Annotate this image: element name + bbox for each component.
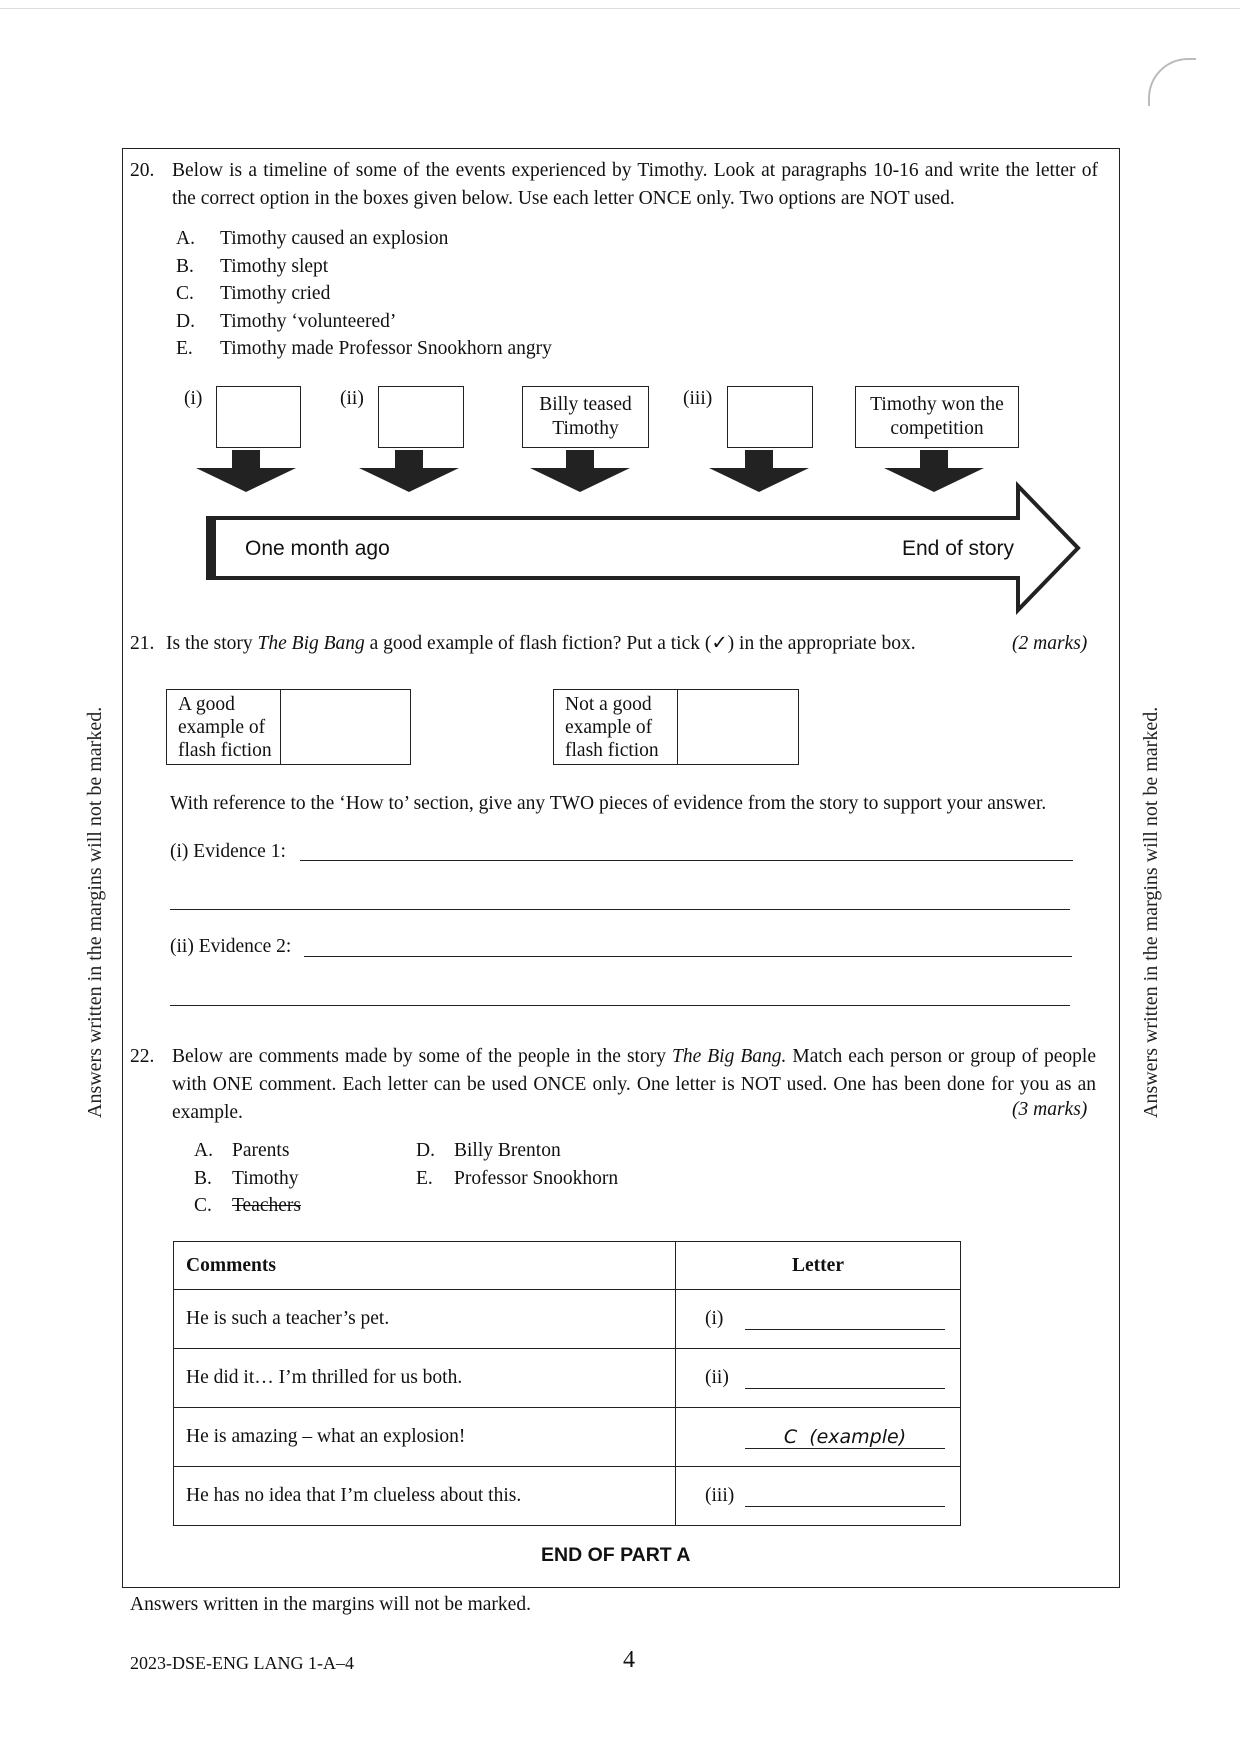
q21-question: Is the story The Big Bang a good example of flash fiction? Put a tick (✓) in the appropriate box. [166, 633, 916, 654]
evidence-1-line[interactable] [300, 860, 1073, 861]
q21-number: 21. [130, 633, 155, 654]
down-arrows [196, 450, 984, 492]
slot-label-i: (i) [184, 388, 203, 409]
option-item: C. Teachers [194, 1195, 302, 1216]
row-label: (i) [705, 1308, 724, 1329]
comments-table [173, 1241, 961, 1526]
event-billy-teased: Billy teased Timothy [522, 386, 649, 448]
q20-instructions: Below is a timeline of some of the events experienced by Timothy. Look at paragraphs 10-16 and write the letter of the correct option in the boxes given below. Use each letter ONCE only. Two options are NOT used. [172, 160, 1098, 209]
timeline-start-label: One month ago [245, 537, 390, 560]
option-item: E. Timothy made Professor Snookhorn angry [176, 338, 552, 359]
q22-options-col2 [416, 1137, 618, 1192]
q20-options [176, 225, 552, 363]
down-arrow-icon [530, 450, 630, 492]
column-header-comments: Comments [174, 1242, 676, 1290]
comment-cell: He is amazing – what an explosion! [174, 1408, 676, 1467]
row-label: (ii) [705, 1367, 729, 1388]
tick-box-not-good[interactable] [678, 690, 798, 764]
row-label: (iii) [705, 1485, 735, 1506]
footer-margin-note: Answers written in the margins will not be marked. [130, 1594, 531, 1615]
option-item: E. Professor Snookhorn [416, 1167, 619, 1189]
answer-blank-iii[interactable] [745, 1486, 945, 1507]
q22-options-col1 [194, 1137, 301, 1220]
table-row [174, 1349, 961, 1408]
table-header-row [174, 1242, 961, 1290]
example-answer: C (example) [745, 1426, 945, 1449]
letter-cell [676, 1408, 961, 1467]
answer-box-iii[interactable] [727, 386, 813, 448]
scan-corner-mark [1148, 58, 1196, 106]
answer-blank-ii[interactable] [745, 1368, 945, 1389]
evidence-prompt: With reference to the ‘How to’ section, give any TWO pieces of evidence from the story to support your answer. [170, 793, 1047, 814]
choice-label: Not a good example of flash fiction [554, 690, 678, 764]
answer-blank-i[interactable] [745, 1309, 945, 1330]
down-arrow-icon [709, 450, 809, 492]
event-timothy-won: Timothy won the competition [855, 386, 1019, 448]
evidence-2-label: (ii) Evidence 2: [170, 936, 292, 957]
answer-box-ii[interactable] [378, 386, 464, 448]
option-item: B. Timothy [194, 1167, 299, 1189]
option-item: A. Parents [194, 1140, 290, 1161]
slot-label-iii: (iii) [683, 388, 713, 409]
choice-label: A good example of flash fiction [167, 690, 281, 764]
evidence-2-line-2[interactable] [170, 1005, 1070, 1006]
option-item: B. Timothy slept [176, 255, 329, 277]
letter-cell [676, 1349, 961, 1408]
down-arrow-icon [196, 450, 296, 492]
option-item: D. Timothy ‘volunteered’ [176, 310, 397, 332]
option-item: C. Timothy cried [176, 283, 331, 304]
letter-cell [676, 1467, 961, 1526]
evidence-2-line[interactable] [304, 956, 1072, 957]
down-arrow-icon [359, 450, 459, 492]
choice-good-example [166, 689, 411, 765]
tick-box-good[interactable] [281, 690, 410, 764]
timeline-graphic [150, 448, 1100, 618]
column-header-letter: Letter [676, 1242, 961, 1290]
evidence-1-line-2[interactable] [170, 909, 1070, 910]
option-item: A. Timothy caused an explosion [176, 228, 449, 249]
answer-box-i[interactable] [216, 386, 301, 448]
q22-instructions: Below are comments made by some of the people in the story The Big Bang. Match each person or group of people with ONE comment. Each letter can be used ONCE only. One letter is NOT used. One has been done for you as an example. [172, 1046, 1096, 1123]
down-arrow-icon [884, 450, 984, 492]
q22-number: 22. [130, 1046, 155, 1067]
table-row [174, 1408, 961, 1467]
slot-label-ii: (ii) [340, 388, 364, 409]
paper-code: 2023-DSE-ENG LANG 1-A–4 [130, 1653, 354, 1673]
q20-number: 20. [130, 160, 155, 181]
choice-not-good-example [553, 689, 799, 765]
comment-cell: He did it… I’m thrilled for us both. [174, 1349, 676, 1408]
page-number: 4 [623, 1647, 635, 1673]
option-item: D. Billy Brenton [416, 1140, 561, 1161]
right-margin-note: Answers written in the margins will not be marked. [1140, 706, 1162, 1118]
table-row [174, 1467, 961, 1526]
left-margin-note: Answers written in the margins will not be marked. [84, 706, 106, 1118]
q22-marks: (3 marks) [1012, 1099, 1088, 1120]
q21-marks: (2 marks) [1012, 633, 1088, 654]
table-row [174, 1290, 961, 1349]
scan-edge [0, 8, 1240, 9]
timeline-end-label: End of story [902, 537, 1015, 560]
end-of-part-heading: END OF PART A [541, 1544, 691, 1566]
letter-cell [676, 1290, 961, 1349]
evidence-1-label: (i) Evidence 1: [170, 841, 286, 862]
comment-cell: He has no idea that I’m clueless about this. [174, 1467, 676, 1526]
comment-cell: He is such a teacher’s pet. [174, 1290, 676, 1349]
